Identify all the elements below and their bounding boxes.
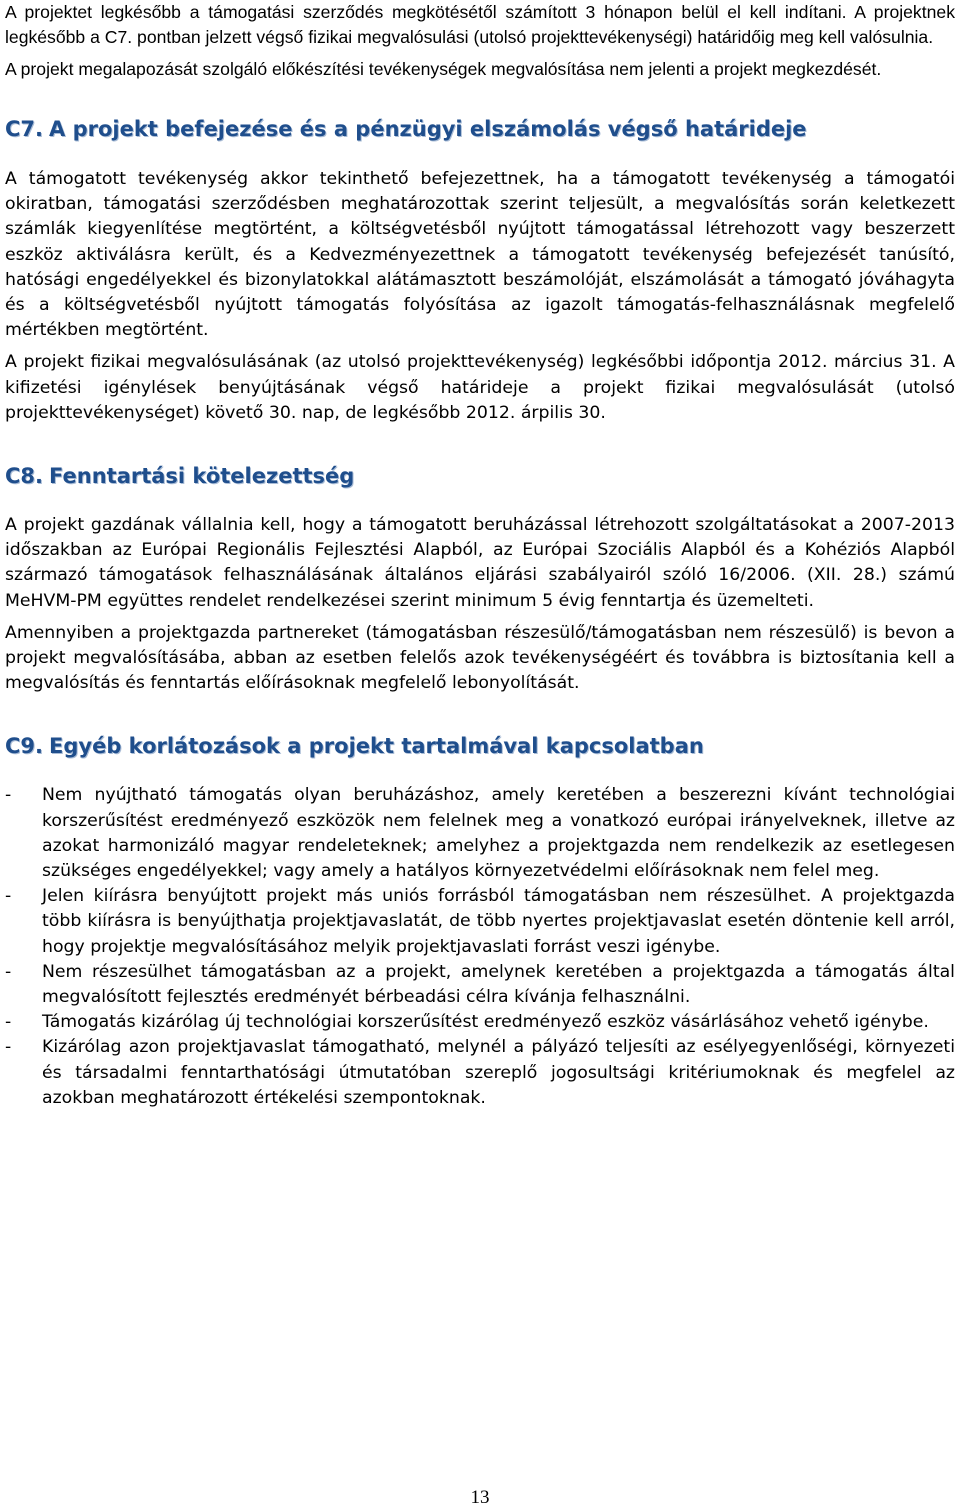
section-heading-c8 — [5, 461, 955, 491]
section-title-c7: A projekt befejezése és a pénzügyi elszámolás végső határideje — [49, 117, 807, 141]
list-item-text: Jelen kiírásra benyújtott projekt más uniós forrásból támogatásban nem részesülhet. A projektgazda több kiírásra is benyújthatja projektjavaslatát, de több nyertes projektjavaslat esetén döntenie kell arról, hogy projektje megvalósításához melyik projektjavaslati forrást veszi igénybe. — [42, 886, 955, 957]
section-code-c9: C9. — [5, 734, 44, 759]
section-title-c8: Fenntartási kötelezettség — [49, 464, 355, 489]
document-page — [5, 0, 955, 1111]
section-code-c8: C8. — [5, 464, 44, 489]
list-item-text: Nem nyújtható támogatás olyan beruházáshoz, amely keretében a beszerezni kívánt technológiai korszerűsítést eredményező eszközök nem felelnek meg a vonatkozó európai irányelveknek, illetve az azokat harmonizáló magyar rendeleteknek; amelyhez a projektgazda nem rendelkezik az esetlegesen szükséges engedélyekkel; vagy amely a hatályos környezetvédelmi előírásoknak nem felel meg. — [42, 785, 955, 882]
c8-paragraph-1: A projekt gazdának vállalnia kell, hogy a támogatott beruházással létrehozott szolgáltatásokat a 2007-2013 időszakban az Európai Regionális Fejlesztési Alapból, az Európai Szociális Alapból és a Kohéziós Alapból származó támogatások felhasználásának általános eljárási szabályairól szóló 16/2006. (XII. 28.) számú MeHVM-PM együttes rendelet rendelkezései szerint minimum 5 évig fenntartja és üzemelteti. — [5, 515, 955, 611]
section-title-c9: Egyéb korlátozások a projekt tartalmával kapcsolatban — [49, 734, 704, 759]
list-item — [5, 1035, 955, 1111]
section-heading-c7 — [5, 114, 955, 144]
c7-paragraph-2: A projekt fizikai megvalósulásának (az utolsó projekttevékenység) legkésőbbi időpontja 2012. március 31. A kifizetési igénylések benyújtásának végső határideje a projekt fizikai megvalósulását (utolsó projekttevékenységet) követő 30. nap, de legkésőbb 2012. árpilis 30. — [5, 352, 955, 423]
list-item — [5, 783, 955, 884]
list-item — [5, 884, 955, 960]
c7-paragraph-1: A támogatott tevékenység akkor tekinthető befejezettnek, ha a támogatott tevékenység a támogatói okiratban, támogatási szerződésben meghatározottak szerint teljesült, a megvalósítás során keletkezett számlák kiegyenlítése megtörtént, a költségvetésből nyújtott támogatással létrehozott vagy beszerzett eszköz aktiválásra került, és a Kedvezményezettnek a támogatott tevékenység befejezését tanúsító, hatósági engedélyekkel és bizonylatokkal alátámasztott beszámolóját, elszámolását a támogató jóváhagyta és a költségvetésből nyújtott támogatás folyósítása az igazolt támogatás-felhasználásnak megfelelő mértékben megtörtént. — [5, 169, 955, 341]
dash-bullet: - — [5, 1037, 12, 1058]
dash-bullet: - — [5, 785, 12, 806]
intro-paragraph-1: A projektet legkésőbb a támogatási szerződés megkötésétől számított 3 hónapon belül el kell indítani. A projektnek legkésőbb a C7. pontban jelzett végső fizikai megvalósulási (utolsó projekttevékenységi) határidőig meg kell valósulnia. — [5, 2, 955, 47]
list-item-text: Nem részesülhet támogatásban az a projekt, amelynek keretében a projektgazda a támogatás által megvalósított fejlesztés eredményét bérbeadási célra kívánja felhasználni. — [42, 961, 955, 1008]
list-item-text: Kizárólag azon projektjavaslat támogatható, melynél a pályázó teljesíti az esélyegyenlőségi, környezeti és társadalmi fenntarthatósági útmutatóban szereplő jogosultsági kritériumoknak és megfelel az azokban meghatározott értékelési szempontoknak. — [42, 1037, 955, 1108]
dash-bullet: - — [5, 961, 12, 982]
page-number: 13 — [470, 1487, 490, 1508]
list-item — [5, 960, 955, 1010]
list-item — [5, 1010, 955, 1035]
list-item-text: Támogatás kizárólag új technológiai korszerűsítést eredményező eszköz vásárlásához vehető igénybe. — [42, 1012, 929, 1033]
dash-bullet: - — [5, 1012, 12, 1033]
c8-paragraph-2: Amennyiben a projektgazda partnereket (támogatásban részesülő/támogatásban nem részesülő) is bevon a projekt megvalósításába, abban az esetben felelős azok tevékenységéért és továbbra is biztosítania kell a megvalósítás és fenntartás előírásoknak megfelelő lebonyolítását. — [5, 622, 955, 694]
dash-bullet: - — [5, 886, 12, 907]
restrictions-list — [5, 783, 955, 1111]
section-code-c7: C7. — [5, 117, 44, 141]
intro-paragraph-2: A projekt megalapozását szolgáló előkészítési tevékenységek megvalósítása nem jelenti a projekt megkezdését. — [5, 59, 882, 79]
section-heading-c9 — [5, 731, 955, 761]
